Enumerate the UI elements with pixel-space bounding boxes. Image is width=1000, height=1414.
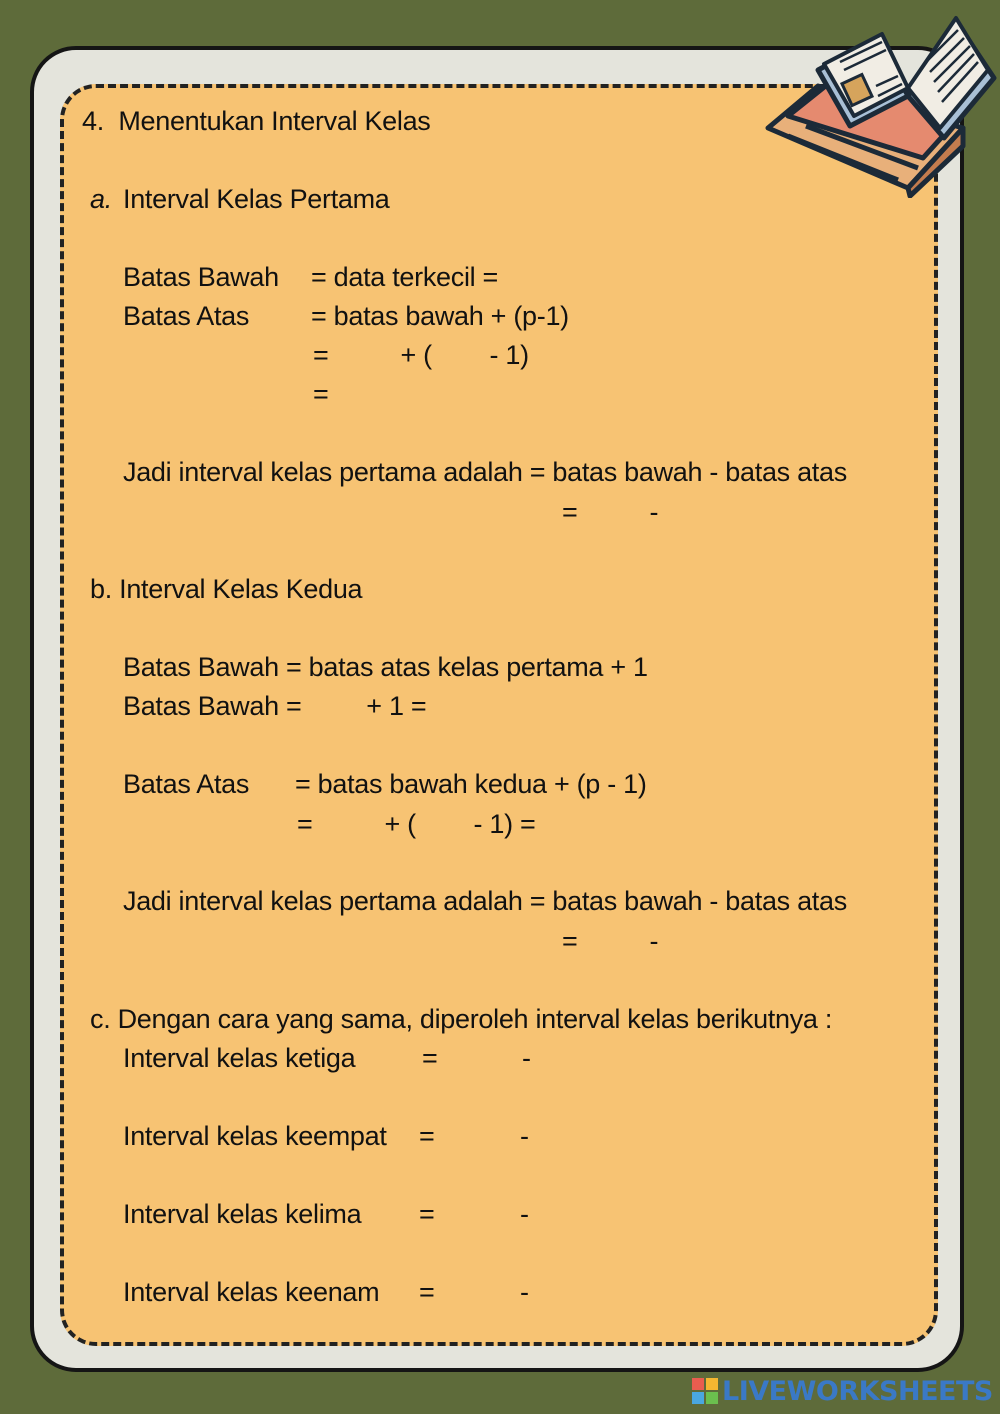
interval-row-eq: = [419,1277,435,1307]
interval-row-eq: = [419,1199,435,1229]
interval-row-dash: - [520,1199,529,1229]
liveworksheets-icon [692,1378,718,1404]
interval-row-label: Interval kelas ketiga [123,1043,356,1073]
batas-bawah-expr: = data terkecil = [311,262,499,292]
section-b-heading: b. Interval Kelas Kedua [90,574,363,604]
interval-row-label: Interval kelas keenam [123,1277,380,1307]
section-b-conclusion-eq: = - [562,926,659,956]
batas-atas-result: = [313,379,329,409]
section-b-batas-atas-expr: = batas bawah kedua + (p - 1) [295,769,647,799]
batas-bawah-label: Batas Bawah [123,262,279,292]
brand-name: LIVEWORKSHEETS [722,1375,993,1407]
batas-atas-calc: = + ( - 1) [313,340,529,370]
interval-row-eq: = [419,1121,435,1151]
books-illustration-icon [758,8,998,198]
batas-atas-expr: = batas bawah + (p-1) [311,301,569,331]
interval-row-dash: - [522,1043,531,1073]
section-a-heading: Interval Kelas Pertama [123,184,390,214]
section-a-conclusion-eq: = - [562,497,659,527]
interval-row-dash: - [520,1277,529,1307]
page-title: 4. Menentukan Interval Kelas [82,106,431,136]
section-b-line1: Batas Bawah = batas atas kelas pertama + 1 [123,652,648,682]
interval-row-eq: = [422,1043,438,1073]
section-b-batas-atas-calc: = + ( - 1) = [297,809,536,839]
section-b-line2: Batas Bawah = + 1 = [123,691,427,721]
section-a-letter: a. [90,184,112,214]
liveworksheets-logo [692,1375,993,1407]
interval-row-label: Interval kelas kelima [123,1199,362,1229]
section-c-heading: c. Dengan cara yang sama, diperoleh interval kelas berikutnya : [90,1004,833,1034]
section-a-conclusion: Jadi interval kelas pertama adalah = batas bawah - batas atas [123,457,847,487]
section-b-conclusion: Jadi interval kelas pertama adalah = batas bawah - batas atas [123,886,847,916]
batas-atas-label: Batas Atas [123,301,250,331]
interval-row-label: Interval kelas keempat [123,1121,387,1151]
section-b-batas-atas-label: Batas Atas [123,769,250,799]
interval-row-dash: - [520,1121,529,1151]
